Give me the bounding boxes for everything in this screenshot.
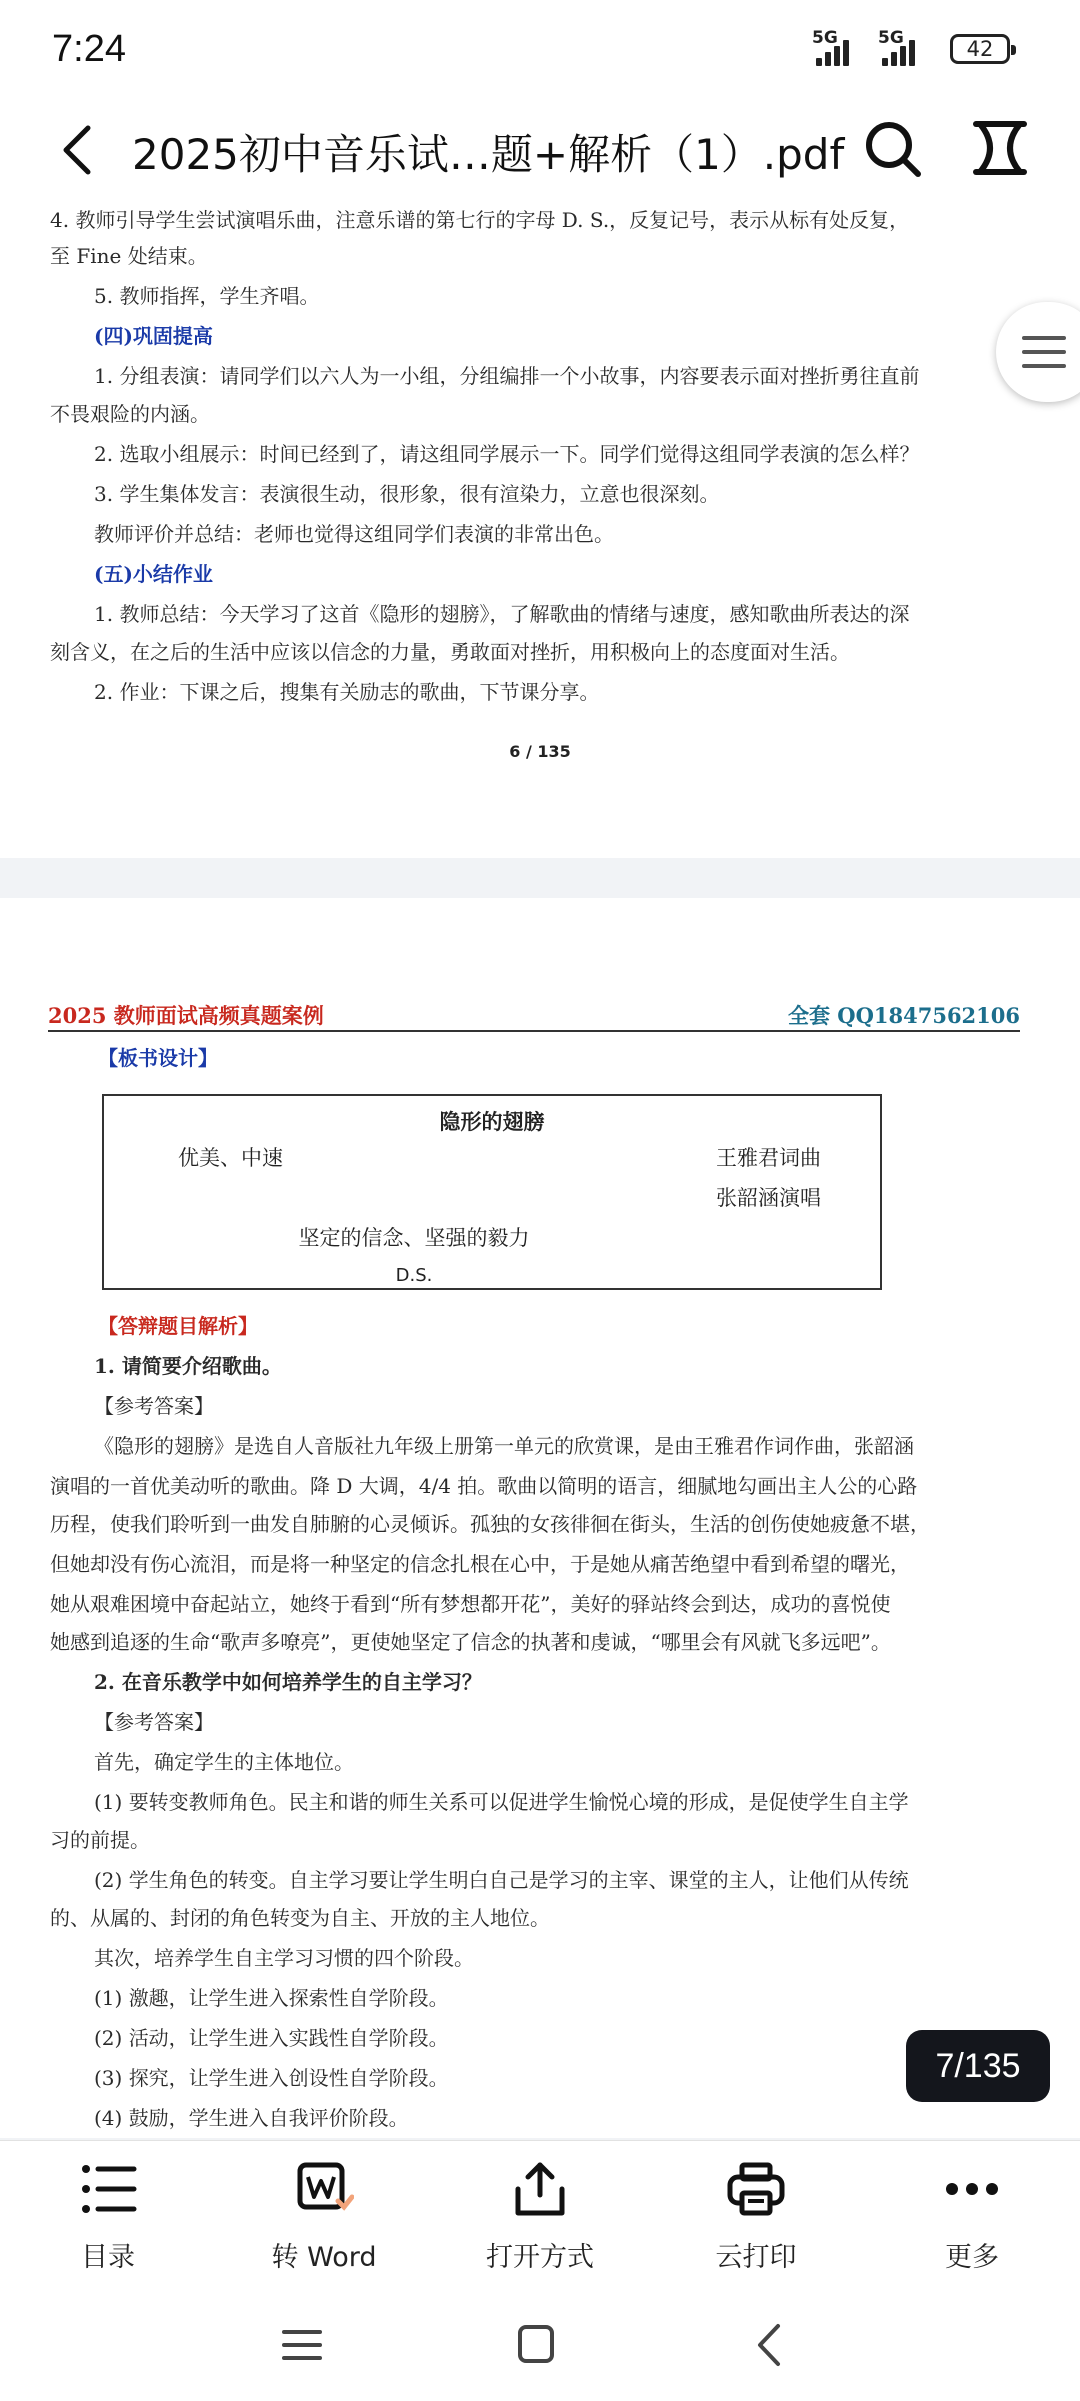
text-line: 《隐形的翅膀》是选自人音版社九年级上册第一单元的欣赏课，是由王雅君作词作曲，张韶涵	[94, 1434, 914, 1458]
toolbar-word-button[interactable]	[234, 2161, 414, 2274]
text-line: 4. 教师引导学生尝试演唱乐曲，注意乐谱的第七行的字母 D. S.，反复记号，表示从标有处反复，	[50, 208, 910, 232]
menu-lines-icon	[272, 2320, 332, 2370]
back-arrow-icon	[742, 2320, 802, 2370]
board-center: 坚定的信念、坚强的毅力	[298, 1226, 530, 1250]
pdf-page-6[interactable]	[0, 208, 1080, 858]
status-bar	[0, 0, 1080, 100]
reference-label: 【参考答案】	[94, 1394, 214, 1418]
text-line: 习的前提。	[50, 1828, 150, 1852]
text-line: (4) 鼓励，学生进入自我评价阶段。	[94, 2106, 409, 2130]
toolbar-label: 打开方式	[486, 2242, 594, 2273]
text-line: 教师评价并总结：老师也觉得这组同学们表演的非常出色。	[94, 522, 614, 546]
toolbar-label: 更多	[945, 2242, 999, 2273]
system-nav-bar	[0, 2290, 1080, 2401]
page-header-left: 2025 教师面试高频真题案例	[48, 1003, 324, 1028]
header-divider	[48, 1030, 1020, 1032]
signal-icon-2: 5G	[878, 32, 915, 66]
pdf-page-7[interactable]	[0, 898, 1080, 2138]
signal-icon: 5G	[812, 32, 849, 66]
clock: 7:24	[52, 28, 126, 70]
page-indicator-badge: 7/135	[906, 2030, 1050, 2102]
menu-icon	[1022, 336, 1066, 340]
bottom-toolbar	[0, 2140, 1080, 2291]
share-icon	[510, 2161, 570, 2217]
word-convert-icon	[294, 2161, 354, 2217]
toolbar-more-button[interactable]	[882, 2161, 1062, 2274]
system-back-button[interactable]	[742, 2320, 802, 2370]
toolbar-open-with-button[interactable]	[450, 2161, 630, 2274]
home-button[interactable]	[506, 2320, 566, 2370]
home-square-icon	[506, 2320, 566, 2370]
text-line: 2. 作业：下课之后，搜集有关励志的歌曲，下节课分享。	[94, 680, 600, 704]
list-icon	[78, 2161, 138, 2217]
printer-icon	[726, 2161, 786, 2217]
page-header-right: 全套 QQ1847562106	[787, 1003, 1020, 1028]
text-line: 1. 教师总结：今天学习了这首《隐形的翅膀》，了解歌曲的情绪与速度，感知歌曲所表达的深	[94, 602, 910, 626]
expand-icon	[970, 118, 1030, 178]
text-line: 但她却没有伤心流泪，而是将一种坚定的信念扎根在心中，于是她从痛苦绝望中看到希望的曙光，	[50, 1552, 910, 1576]
text-line: 不畏艰险的内涵。	[50, 402, 210, 426]
text-line: 1. 分组表演：请同学们以六人为一小组，分组编排一个小故事，内容要表示面对挫折勇往直前	[94, 364, 920, 388]
text-line: 历程，使我们聆听到一曲发自肺腑的心灵倾诉。孤独的女孩徘徊在街头，生活的创伤使她疲惫不堪，	[50, 1512, 930, 1536]
toolbar-contents-button[interactable]	[18, 2161, 198, 2274]
question-1: 1. 请简要介绍歌曲。	[94, 1354, 282, 1378]
search-icon	[862, 118, 922, 178]
text-line: (3) 探究，让学生进入创设性自学阶段。	[94, 2066, 449, 2090]
toolbar-label: 转 Word	[271, 2242, 377, 2273]
more-icon	[942, 2161, 1002, 2217]
page-number: 6 / 135	[509, 742, 571, 761]
toolbar-cloud-print-button[interactable]	[666, 2161, 846, 2274]
section-heading: 【板书设计】	[98, 1046, 218, 1070]
board-right-2: 张韶涵演唱	[716, 1186, 821, 1210]
recent-apps-button[interactable]	[272, 2320, 332, 2370]
text-line: 2. 选取小组展示：时间已经到了，请这组同学展示一下。同学们觉得这组同学表演的怎么样？	[94, 442, 920, 466]
board-left: 优美、中速	[178, 1146, 283, 1170]
text-line: (1) 激趣，让学生进入探索性自学阶段。	[94, 1986, 449, 2010]
section-heading: 【答辩题目解析】	[98, 1314, 258, 1338]
text-line: 其次，培养学生自主学习习惯的四个阶段。	[94, 1946, 474, 1970]
board-bottom: D.S.	[395, 1265, 433, 1286]
text-line: 她从艰难困境中奋起站立，她终于看到“所有梦想都开花”，美好的驿站终会到达，成功的喜悦使	[50, 1592, 891, 1616]
text-line: 刻含义，在之后的生活中应该以信念的力量，勇敢面对挫折，用积极向上的态度面对生活。	[50, 640, 850, 664]
toolbar-label: 目录	[81, 2242, 135, 2273]
text-line: 她感到追逐的生命“歌声多嘹亮”，更使她坚定了信念的执著和虔诚，“哪里会有风就飞多远吧”。	[50, 1630, 891, 1654]
text-line: 的、从属的、封闭的角色转变为自主、开放的主人地位。	[50, 1906, 550, 1930]
text-line: (2) 活动，让学生进入实践性自学阶段。	[94, 2026, 449, 2050]
document-title: 2025初中音乐试…题+解析（1）.pdf	[132, 130, 845, 179]
section-heading: (四)巩固提高	[94, 324, 213, 348]
text-line: (2) 学生角色的转变。自主学习要让学生明白自己是学习的主宰、课堂的主人，让他们从传统	[94, 1868, 909, 1892]
app-header	[0, 100, 1080, 208]
section-heading: (五)小结作业	[94, 562, 213, 586]
board-right-1: 王雅君词曲	[716, 1146, 821, 1170]
search-button[interactable]	[862, 118, 922, 178]
battery-icon: 42	[950, 34, 1010, 64]
text-line: (1) 要转变教师角色。民主和谐的师生关系可以促进学生愉悦心境的形成，是促使学生自主学	[94, 1790, 909, 1814]
reference-label: 【参考答案】	[94, 1710, 214, 1734]
text-line: 演唱的一首优美动听的歌曲。降 D 大调，4/4 拍。歌曲以简明的语言，细腻地勾画出主人公的心路	[50, 1474, 918, 1498]
toolbar-label: 云打印	[715, 2242, 797, 2273]
text-line: 首先，确定学生的主体地位。	[94, 1750, 354, 1774]
question-2: 2. 在音乐教学中如何培养学生的自主学习？	[94, 1670, 482, 1694]
back-button[interactable]	[50, 120, 110, 180]
chevron-left-icon	[50, 120, 110, 180]
board-title: 隐形的翅膀	[439, 1110, 545, 1134]
text-line: 3. 学生集体发言：表演很生动，很形象，很有渲染力，立意也很深刻。	[94, 482, 720, 506]
text-line: 至 Fine 处结束。	[50, 244, 208, 268]
board-design-box	[102, 1094, 882, 1290]
fullscreen-button[interactable]	[970, 118, 1030, 178]
text-line: 5. 教师指挥，学生齐唱。	[94, 284, 320, 308]
